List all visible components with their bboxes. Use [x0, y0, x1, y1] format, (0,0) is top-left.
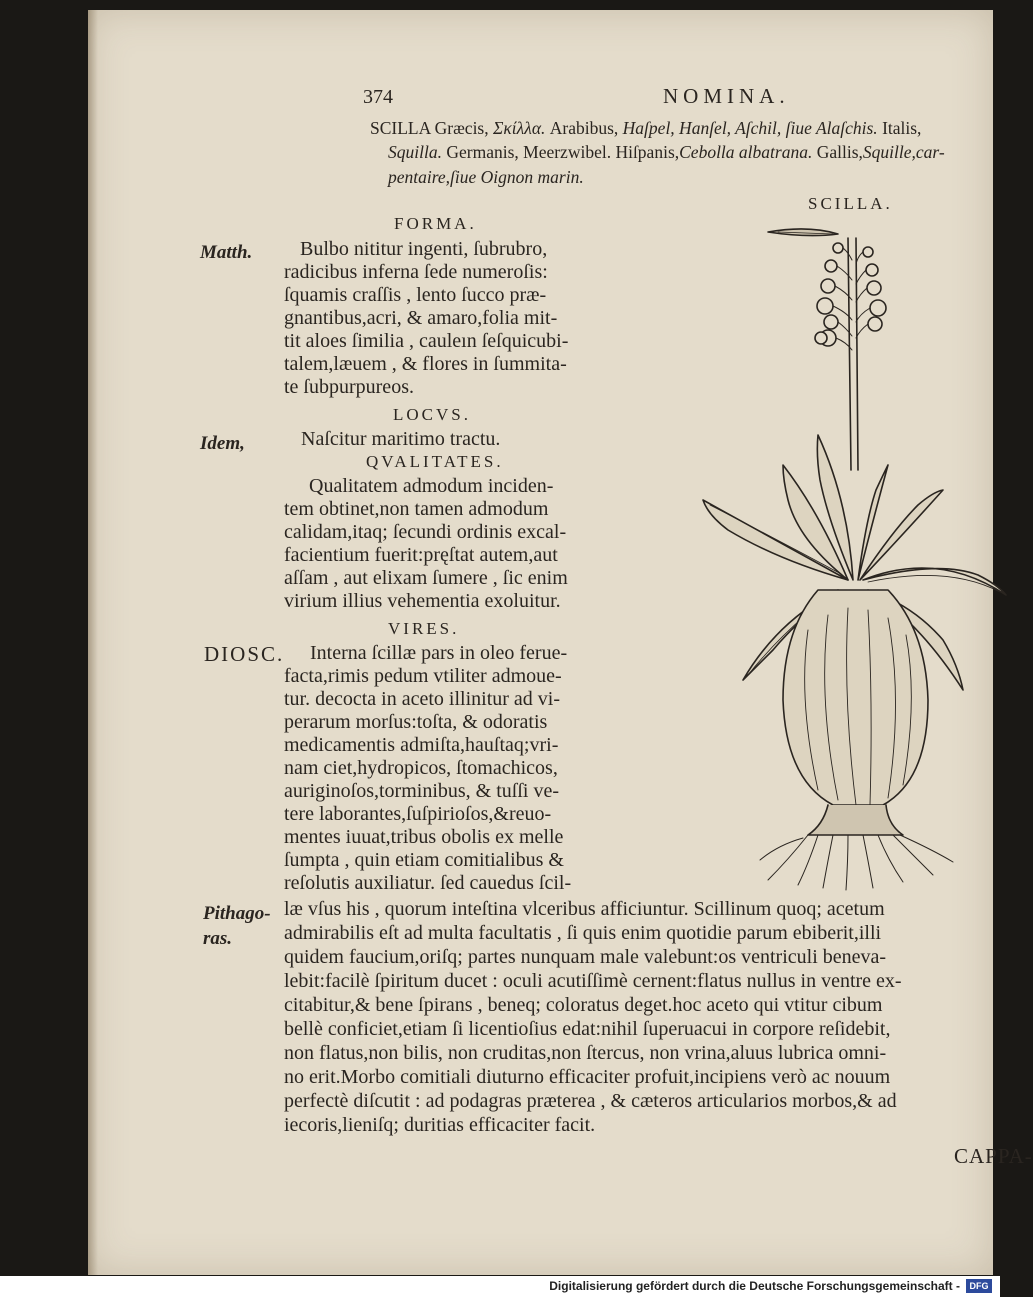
nomina-line-3 [388, 167, 584, 188]
text-line: bellè conficiet,etiam ſi licentioſius edat:nihil ſuperuacui in corpore reſidebit, [284, 1018, 891, 1040]
text-line: non flatus,non bilis, non cruditas,non ſtercus, non vrina,aluus lubrica omni- [284, 1042, 887, 1064]
text-line: radicibus inferna ſede numeroſis: [284, 261, 548, 283]
text-line: facientium fuerit:pręſtat autem,aut [284, 544, 558, 566]
text-line: tit aloes ſimilia , cauleın ſeſquicubi- [284, 330, 569, 352]
section-heading-locus: LOCVS. [393, 405, 471, 424]
digitization-footer [0, 1276, 1000, 1297]
margin-note-pithagoras-cont: ras. [203, 928, 233, 949]
text-line: calidam,itaq; ſecundi ordinis excal- [284, 521, 567, 543]
nomina-text: Gallis, [812, 142, 863, 162]
text-line: ſquamis craſſis , lento ſucco præ- [284, 284, 547, 306]
text-line: no erit.Morbo comitiali diuturno efficaciter profuit,incipiens verò ac nouum [284, 1066, 891, 1088]
book-page [88, 10, 1033, 1275]
nomina-line-2 [388, 142, 945, 163]
text-line: medicamentis admiſta,hauſtaq;vri- [284, 734, 559, 756]
nomina-text: Italis, [877, 118, 922, 138]
margin-note-matth: Matth. [200, 242, 253, 263]
section-heading-forma: FORMA. [394, 214, 477, 233]
text-line: ſumpta , quin etiam comitialibus & [284, 849, 564, 871]
nomina-text: SCILLA Græcis, [370, 118, 493, 138]
text-line: quidem faucium,oriſq; partes nunquam male valebunt:os ventriculi beneva- [284, 946, 887, 968]
section-heading-qualitates: QVALITATES. [366, 452, 504, 471]
nomina-french: Squille,car- [862, 142, 945, 162]
text-line: gnantibus,acri, & amaro,folia mit- [284, 307, 558, 329]
text-line: mentes iuuat,tribus obolis ex melle [284, 826, 564, 848]
figure-title: SCILLA. [808, 194, 893, 213]
text-line: perfectè diſcutit : ad podagras præterea , & cæteros articularios morbos,& ad [284, 1090, 897, 1112]
text-line: tur. decocta in aceto illinitur ad vi- [284, 688, 561, 710]
text-line: aſſam , aut elixam ſumere , ſic enim [284, 567, 568, 589]
page-number: 374 [363, 86, 393, 108]
text-line: Bulbo nititur ingenti, ſubrubro, [300, 238, 548, 260]
text-line: lebit:facilè ſpiritum ducet : oculi acutiſſimè cernent:flatus nullus in ventre ex- [284, 970, 902, 992]
nomina-text: Germanis, Meerzwibel. Hiſpanis, [441, 142, 680, 162]
nomina-line-1 [370, 118, 921, 139]
text-line: te ſubpurpureos. [284, 376, 414, 398]
text-line: nam ciet,hydropicos, ſtomachicos, [284, 757, 558, 779]
text-line: citabitur,& bene ſpirans , beneq; coloratus deget.hoc aceto qui vtitur cibum [284, 994, 883, 1016]
text-line: tere laborantes,ſuſpirioſos,&reuo- [284, 803, 552, 825]
section-heading-vires: VIRES. [388, 619, 460, 638]
nomina-greek: Σκίλλα. [493, 118, 546, 138]
locus-line: Naſcitur maritimo tractu. [301, 428, 501, 450]
text-line: facta,rimis pedum vtiliter admoue- [284, 665, 562, 687]
dfg-logo-icon: DFG [966, 1279, 992, 1293]
text-line: tem obtinet,non tamen admodum [284, 498, 549, 520]
scilla-plant-illustration [688, 220, 1018, 905]
text-line: perarum morſus:toſta, & odoratis [284, 711, 548, 733]
margin-note-idem: Idem, [200, 433, 245, 454]
nomina-french-cont: pentaire,ſiue Oignon marin. [388, 167, 584, 187]
nomina-arabic: Haſpel, Hanſel, Aſchil, ſiue Alaſchis. [622, 118, 878, 138]
text-line: reſolutis auxiliatur. ſed cauedus ſcil- [284, 872, 572, 894]
margin-note-pithagoras: Pithago- [203, 903, 271, 924]
text-line: admirabilis eſt ad multa facultatis , ſi quis enim quotidie parum ebiberit,illi [284, 922, 882, 944]
text-line: auriginoſos,torminibus, & tuſſi ve- [284, 780, 559, 802]
margin-note-diosc: DIOSC. [204, 642, 285, 666]
text-line: iecoris,lieniſq; duritias efficaciter facit. [284, 1114, 596, 1136]
text-line: læ vſus his , quorum inteſtina vlceribus afficiuntur. Scillinum quoq; acetum [284, 898, 885, 920]
text-line: Interna ſcillæ pars in oleo ferue- [310, 642, 568, 664]
running-head: NOMINA. [663, 84, 790, 108]
text-line: Qualitatem admodum inciden- [309, 475, 554, 497]
text-line: virium illius vehementia exoluitur. [284, 590, 561, 612]
nomina-spanish: Cebolla albatrana. [679, 142, 813, 162]
footer-credit: Digitalisierung gefördert durch die Deutsche Forschungsgemeinschaft - [549, 1279, 960, 1293]
nomina-italian: Squilla. [388, 142, 442, 162]
catchword: CAPPA- [954, 1144, 1033, 1168]
text-line: talem,læuem , & flores in ſummita- [284, 353, 567, 375]
nomina-text: Arabibus, [545, 118, 623, 138]
